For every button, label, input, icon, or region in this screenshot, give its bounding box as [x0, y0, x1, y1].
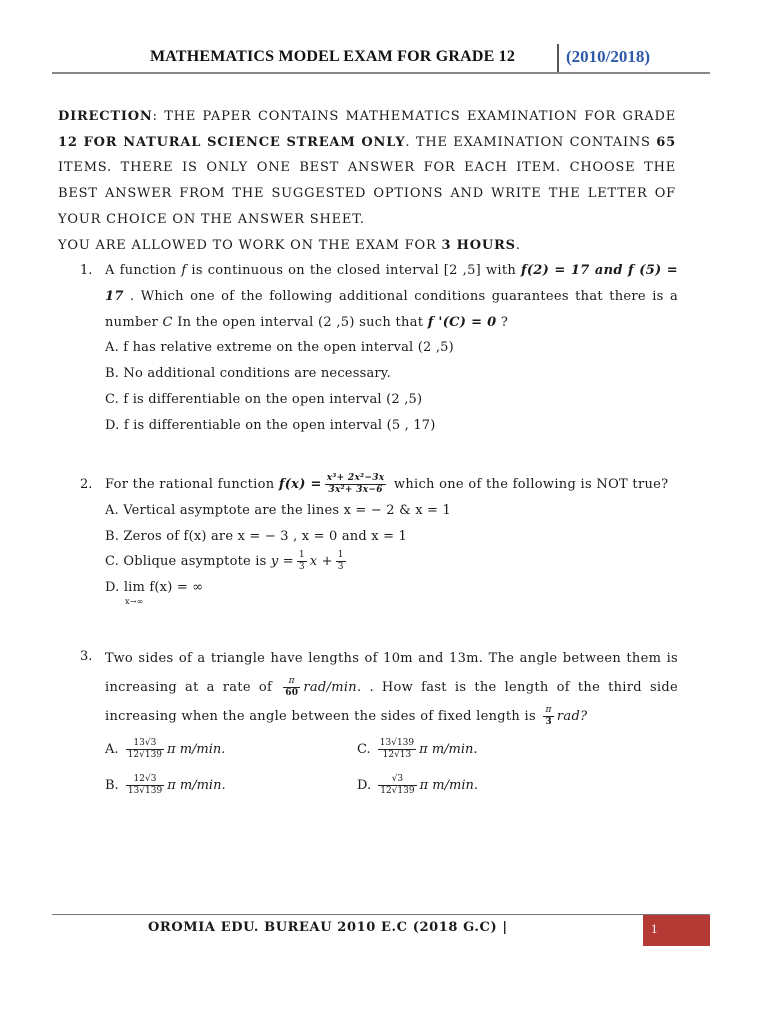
- option-a: A. f has relative extreme on the open interval (2 ,5): [105, 340, 454, 356]
- option-c: C. f is differentiable on the open interval (2 ,5): [105, 391, 423, 407]
- footer-text: OROMIA EDU. BUREAU 2010 E.C (2018 G.C) |: [148, 920, 508, 935]
- option-d: D. f is differentiable on the open interval (5 , 17): [105, 417, 436, 433]
- header-divider: [557, 44, 559, 72]
- question-1: [80, 258, 678, 439]
- direction-grade: 12 FOR NATURAL SCIENCE STREAM ONLY: [58, 134, 406, 150]
- direction-time: [58, 233, 676, 259]
- fraction: $\frac{\text{x³+ 2x²−3x}}{\text{3x²+ 3x−6}}$: [326, 473, 385, 495]
- option-grid: [105, 731, 678, 801]
- exam-year: (2010/2018): [566, 47, 651, 66]
- footer-rule: [52, 914, 710, 915]
- question-number: 2.: [80, 477, 93, 492]
- question-number: 3.: [80, 649, 93, 664]
- option-b: B. No additional conditions are necessary.: [105, 366, 391, 382]
- option-a: A. Vertical asymptote are the lines x = − 2 & x = 1: [105, 502, 451, 518]
- direction-items: 65: [656, 134, 676, 150]
- direction-text: .: [515, 237, 521, 253]
- option-d: D. lim f(x) = ∞ x→∞: [105, 580, 204, 607]
- direction-text: : THE PAPER CONTAINS MATHEMATICS EXAMINATION FOR GRADE: [152, 109, 676, 124]
- page-number: 1: [651, 921, 658, 936]
- header-rule: [52, 72, 710, 74]
- exam-title: MATHEMATICS MODEL EXAM FOR GRADE 12: [150, 48, 516, 65]
- question-3: [80, 644, 678, 801]
- page-number-box: [643, 915, 710, 946]
- question-number: 1.: [80, 263, 93, 278]
- direction-text: YOU ARE ALLOWED TO WORK ON THE EXAM FOR: [58, 237, 442, 253]
- option-c: C. Oblique asymptote is y = $\frac{1}{3}$ x + $\frac{1}{3}$: [105, 550, 344, 573]
- question-text: Two sides of a triangle have lengths of 10m and 13m. The angle between them is increasing at a rate of $\frac{\pi}{60}$ rad/min. . How fast is the length of the third side increasing when the angle between the sides of fixed length is $\frac{\pi}{3}$ rad?: [105, 651, 678, 727]
- direction-hours: 3 HOURS: [441, 237, 516, 253]
- option-b: B. Zeros of f(x) are x = − 3 , x = 0 and x = 1: [105, 528, 407, 544]
- direction-label: DIRECTION: [58, 109, 153, 124]
- option-b: B. $\frac{12√3}{13√139}$ π m/min.: [105, 774, 226, 796]
- option-d: D. $\frac{√3}{12√139}$ π m/min.: [357, 774, 478, 796]
- direction-block: [58, 104, 676, 258]
- option-c: C. $\frac{13√139}{12√13}$ π m/min.: [357, 738, 478, 760]
- question-text: For the rational function f(x) = $\frac{\text{x³+ 2x²−3x}}{\text{3x²+ 3x−6}}$ which one of the following is NOT true?: [105, 473, 669, 495]
- direction-text: . THE EXAMINATION CONTAINS: [405, 134, 657, 150]
- question-2: [80, 472, 678, 607]
- direction-text: ITEMS. THERE IS ONLY ONE BEST ANSWER FOR EACH ITEM. CHOOSE THE BEST ANSWER FROM THE SUGGESTED OPTIONS AND WRITE THE LETTER OF YOUR CHOICE ON THE ANSWER SHEET.: [58, 160, 676, 227]
- direction-paragraph: [58, 104, 676, 233]
- option-a: A. $\frac{13√3}{12√139}$ π m/min.: [105, 738, 226, 760]
- question-text: A function f is continuous on the closed interval [2 ,5] with f(2) = 17 and f (5) = 17 . Which one of the following additional conditions guarantees that there is a number C In the open interval (2 ,5) such that f '(C) = 0 ?: [105, 263, 679, 330]
